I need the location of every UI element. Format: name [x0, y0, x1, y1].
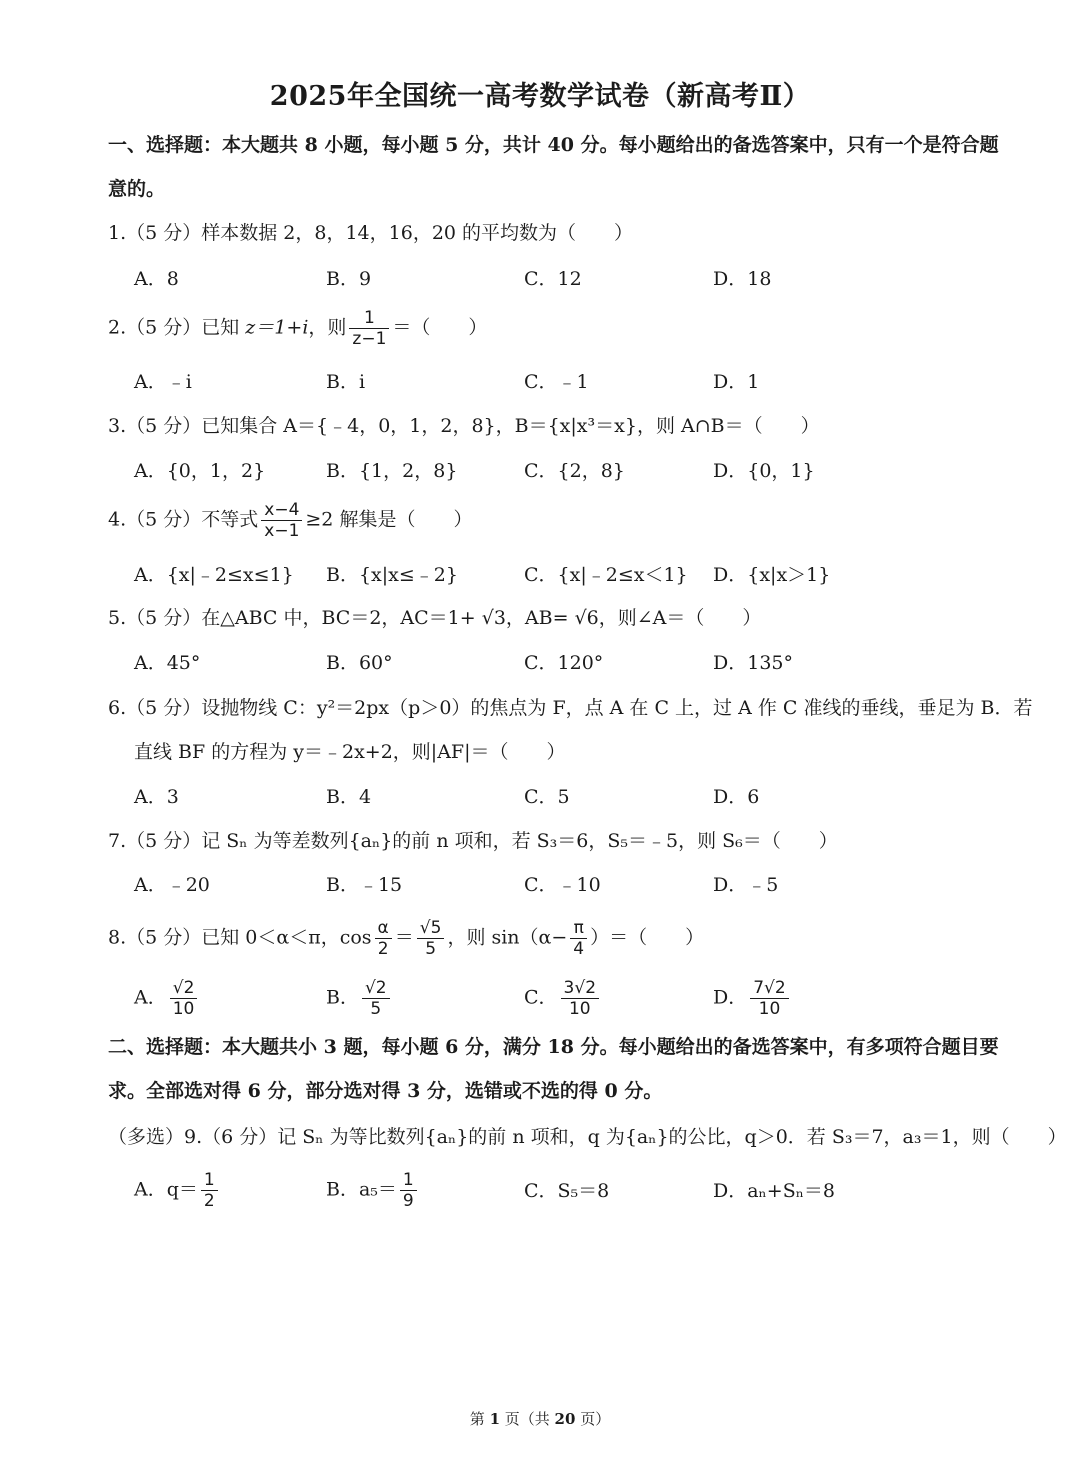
q7-option-a: A．﹣20 — [134, 874, 210, 896]
q9-a-label: A．q＝ — [134, 1178, 198, 1201]
q2-prefix: 2.（5 分）已知 — [108, 316, 246, 339]
footer-total-pages: 20 — [554, 1410, 576, 1428]
q8-d-num: 7√2 — [750, 978, 788, 999]
q8-suffix: ）＝（ ） — [590, 926, 705, 949]
q9-option-a — [134, 1170, 221, 1211]
q8-c-num: 3√2 — [561, 978, 599, 999]
question-6-cont: 直线 BF 的方程为 y＝﹣2x+2，则|AF|＝（ ） — [134, 741, 566, 763]
q8-fraction-1 — [375, 918, 392, 959]
q2-condition: z＝1+i — [245, 316, 309, 339]
q1-option-b: B．9 — [326, 268, 372, 290]
q6-option-c: C．5 — [524, 786, 570, 808]
q9-option-c: C．S₅＝8 — [524, 1180, 610, 1202]
q8-f2-den: 5 — [425, 939, 437, 959]
q8-prefix: 8.（5 分）已知 0＜α＜π，cos — [108, 926, 372, 949]
footer-mid: 页（共 — [500, 1410, 555, 1428]
q8-b-label: B． — [326, 986, 359, 1009]
question-5: 5.（5 分）在△ABC 中，BC＝2，AC＝1+ √3，AB= √6，则∠A＝（ ） — [108, 607, 762, 629]
q6-option-a: A．3 — [134, 786, 179, 808]
q8-f2-num: √5 — [417, 918, 445, 939]
q8-c-den: 10 — [568, 999, 591, 1019]
footer-pre: 第 — [469, 1410, 490, 1428]
footer-page-number: 1 — [489, 1410, 500, 1428]
q9-a-den: 2 — [203, 1191, 215, 1211]
q9-b-num: 1 — [400, 1170, 417, 1191]
q2-fraction — [349, 308, 389, 349]
q5-option-c: C．120° — [524, 652, 604, 674]
q9-option-b — [326, 1170, 420, 1211]
q3-option-a: A．{0，1，2} — [134, 460, 266, 482]
q8-option-a — [134, 978, 200, 1019]
q8-d-label: D． — [713, 986, 748, 1009]
q1-option-c: C．12 — [524, 268, 582, 290]
q7-option-b: B．﹣15 — [326, 874, 403, 896]
question-6: 6.（5 分）设抛物线 C：y²＝2px（p＞0）的焦点为 F，点 A 在 C 上，过 A 作 C 准线的垂线，垂足为 B．若 — [108, 697, 1033, 719]
section2-heading: 二、选择题：本大题共小 3 题，每小题 6 分，满分 18 分。每小题给出的备选答案中，有多项符合题目要 — [108, 1036, 999, 1058]
question-2 — [108, 308, 487, 349]
q8-f1-den: 2 — [377, 939, 389, 959]
q3-option-c: C．{2，8} — [524, 460, 625, 482]
q9-option-d: D．aₙ+Sₙ＝8 — [713, 1180, 836, 1202]
q8-fraction-3 — [570, 918, 587, 959]
q8-f3-num: π — [570, 918, 587, 939]
q8-c-label: C． — [524, 986, 558, 1009]
q4-fraction — [261, 500, 302, 541]
q8-mid: ，则 sin（α− — [447, 926, 568, 949]
q4-option-b: B．{x|x≤﹣2} — [326, 564, 458, 586]
q9-b-label: B．a₅＝ — [326, 1178, 397, 1201]
q2-option-d: D．1 — [713, 371, 760, 393]
q4-option-a: A．{x|﹣2≤x≤1} — [134, 564, 294, 586]
q6-option-b: B．4 — [326, 786, 372, 808]
question-1: 1.（5 分）样本数据 2，8，14，16，20 的平均数为（ ） — [108, 222, 634, 244]
q8-eq: ＝ — [394, 926, 414, 949]
footer-post: 页） — [575, 1410, 611, 1428]
question-3: 3.（5 分）已知集合 A＝{﹣4，0，1，2，8}，B＝{x|x³＝x}，则 A∩B＝（ ） — [108, 415, 820, 437]
q8-option-d — [713, 978, 792, 1019]
q2-mid: ，则 — [308, 316, 347, 339]
q4-option-d: D．{x|x＞1} — [713, 564, 831, 586]
q2-frac-num: 1 — [349, 308, 389, 329]
q8-a-label: A． — [134, 986, 167, 1009]
question-7: 7.（5 分）记 Sₙ 为等差数列{aₙ}的前 n 项和，若 S₃＝6，S₅＝﹣5，则 S₆＝（ ） — [108, 830, 838, 852]
q9-a-num: 1 — [201, 1170, 218, 1191]
section1-heading-cont: 意的。 — [108, 178, 166, 200]
q8-b-den: 5 — [370, 999, 382, 1019]
q8-option-c — [524, 978, 602, 1019]
q2-frac-den: z−1 — [352, 329, 387, 349]
page-footer — [0, 1408, 1080, 1429]
q8-f3-den: 4 — [573, 939, 585, 959]
q8-option-b — [326, 978, 393, 1019]
q4-prefix: 4.（5 分）不等式 — [108, 508, 259, 531]
question-9: （多选）9.（6 分）记 Sₙ 为等比数列{aₙ}的前 n 项和，q 为{aₙ}的公比，q＞0．若 S₃＝7，a₃＝1，则（ ） — [108, 1126, 1067, 1148]
q3-option-b: B．{1，2，8} — [326, 460, 458, 482]
q8-a-den: 10 — [172, 999, 195, 1019]
q8-fraction-2 — [417, 918, 445, 959]
question-4 — [108, 500, 472, 541]
q9-b-fraction — [400, 1170, 417, 1211]
q2-suffix: ＝（ ） — [392, 316, 488, 339]
q9-a-fraction — [201, 1170, 218, 1211]
q4-suffix: ≥2 解集是（ ） — [305, 508, 473, 531]
q1-option-a: A．8 — [134, 268, 179, 290]
q8-f1-num: α — [375, 918, 392, 939]
q8-b-fraction — [362, 978, 390, 1019]
q6-option-d: D．6 — [713, 786, 760, 808]
question-8 — [108, 918, 704, 959]
q7-option-c: C．﹣10 — [524, 874, 601, 896]
section1-heading: 一、选择题：本大题共 8 小题，每小题 5 分，共计 40 分。每小题给出的备选答案中，只有一个是符合题 — [108, 134, 999, 156]
q8-a-fraction — [170, 978, 198, 1019]
q9-b-den: 9 — [402, 1191, 414, 1211]
q5-option-b: B．60° — [326, 652, 393, 674]
q8-d-den: 10 — [758, 999, 781, 1019]
q4-frac-den: x−1 — [264, 521, 300, 541]
q3-option-d: D．{0，1} — [713, 460, 815, 482]
q2-option-c: C．﹣1 — [524, 371, 589, 393]
q5-option-a: A．45° — [134, 652, 201, 674]
q8-c-fraction — [561, 978, 599, 1019]
q8-a-num: √2 — [170, 978, 198, 999]
q2-option-b: B．i — [326, 371, 366, 393]
q4-frac-num: x−4 — [261, 500, 302, 521]
q5-option-d: D．135° — [713, 652, 793, 674]
q8-d-fraction — [750, 978, 788, 1019]
section2-heading-cont: 求。全部选对得 6 分，部分选对得 3 分，选错或不选的得 0 分。 — [108, 1080, 663, 1102]
q7-option-d: D．﹣5 — [713, 874, 779, 896]
q8-b-num: √2 — [362, 978, 390, 999]
page-title: 2025年全国统一高考数学试卷（新高考Ⅱ） — [269, 81, 811, 112]
q4-option-c: C．{x|﹣2≤x＜1} — [524, 564, 688, 586]
q2-option-a: A．﹣i — [134, 371, 192, 393]
q1-option-d: D．18 — [713, 268, 772, 290]
